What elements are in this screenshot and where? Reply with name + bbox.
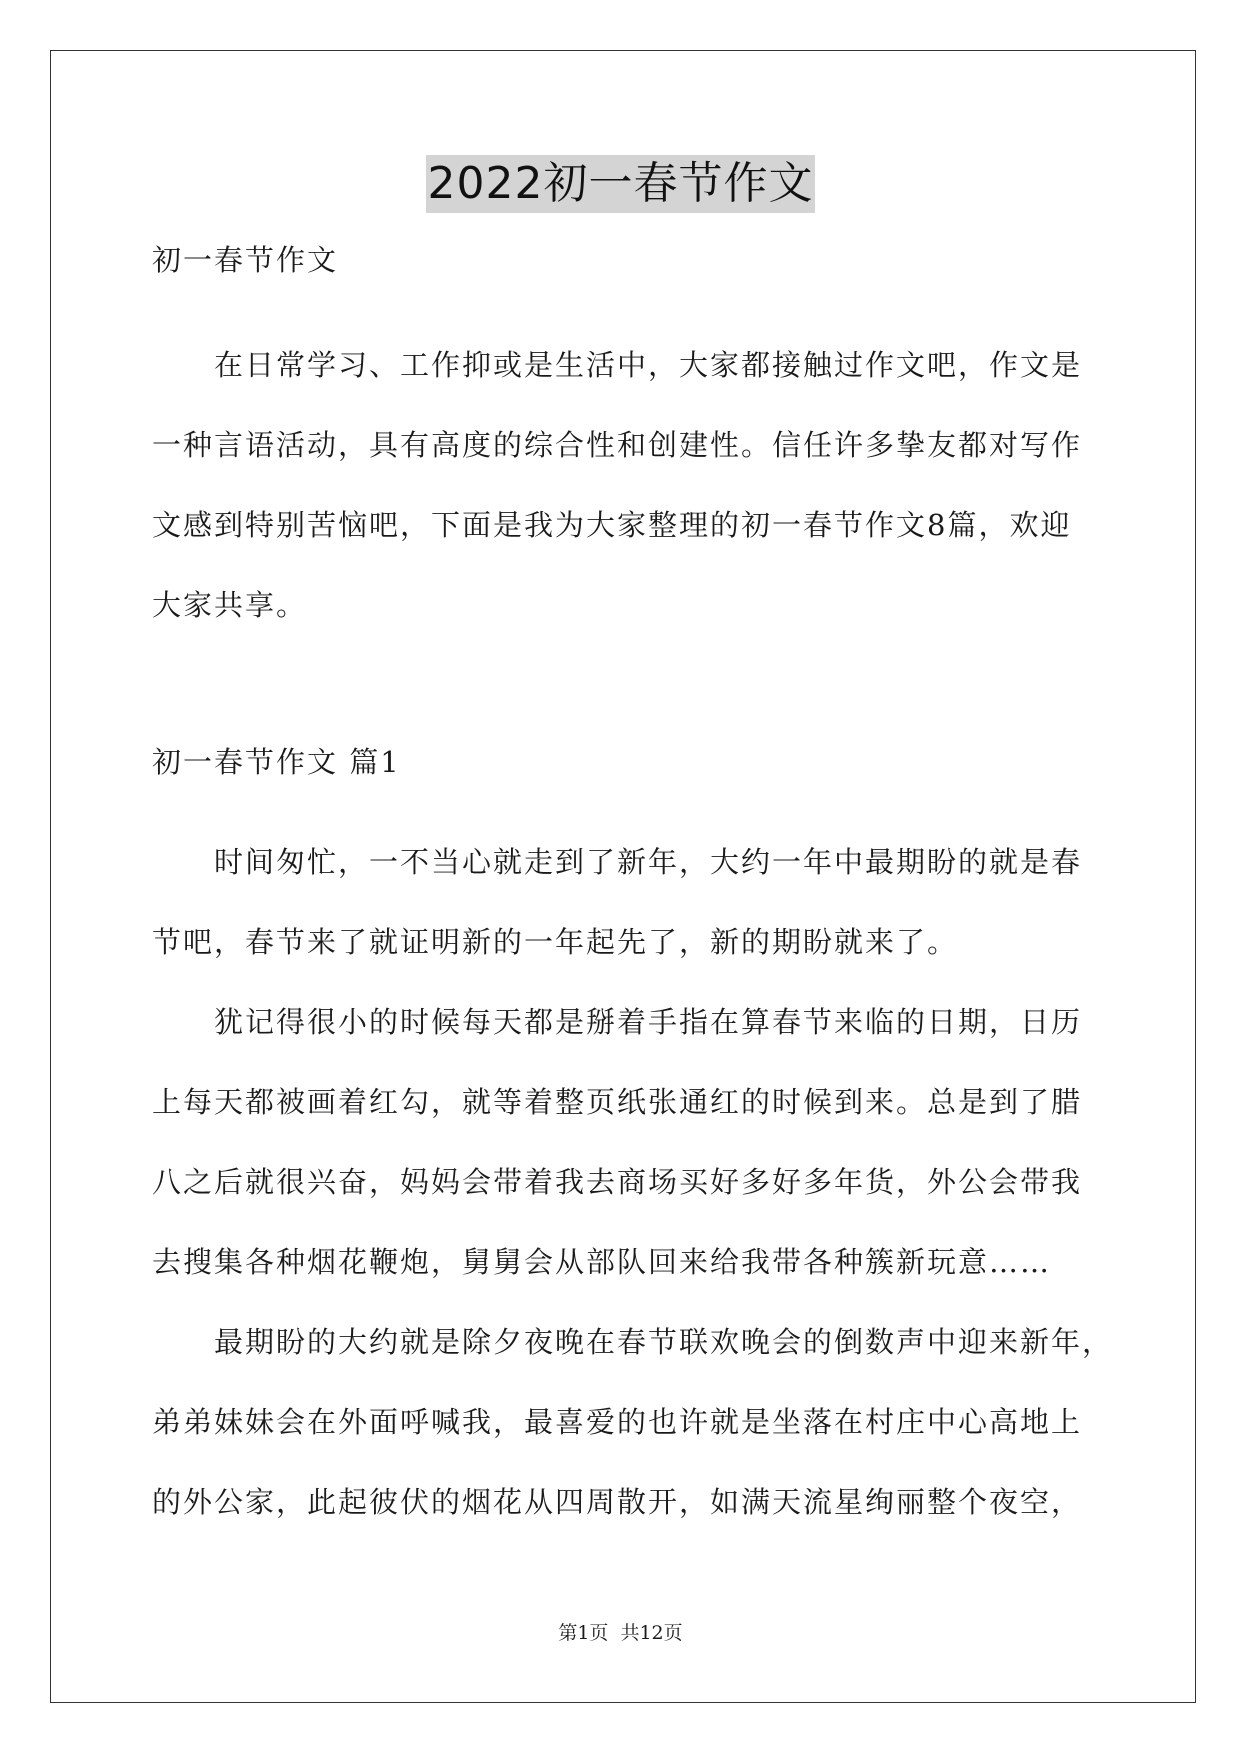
- body-line: 犹记得很小的时候每天都是掰着手指在算春节来临的日期，日历: [152, 1005, 1083, 1039]
- subtitle-line: 初一春节作文: [152, 243, 339, 277]
- document-title: 2022初一春节作文: [426, 155, 816, 213]
- body-line: 上每天都被画着红勾，就等着整页纸张通红的时候到来。总是到了腊: [152, 1085, 1083, 1119]
- page-total: 共12页: [620, 1622, 683, 1644]
- body-line: 八之后就很兴奋，妈妈会带着我去商场买好多好多年货，外公会带我: [152, 1165, 1083, 1199]
- body-line: 的外公家，此起彼伏的烟花从四周散开，如满天流星绚丽整个夜空，: [152, 1485, 1083, 1519]
- body-line: 最期盼的大约就是除夕夜晚在春节联欢晚会的倒数声中迎来新年，: [152, 1325, 1114, 1359]
- page-number: 第1页: [558, 1622, 609, 1644]
- body-line: 时间匆忙，一不当心就走到了新年，大约一年中最期盼的就是春: [152, 845, 1083, 879]
- body-line: 去搜集各种烟花鞭炮，舅舅会从部队回来给我带各种簇新玩意……: [152, 1245, 1052, 1279]
- title-container: [0, 155, 1241, 213]
- body-line: 节吧，春节来了就证明新的一年起先了，新的期盼就来了。: [152, 925, 959, 959]
- section-heading: 初一春节作文 篇1: [152, 745, 401, 779]
- body-line: 大家共享。: [152, 588, 308, 622]
- page-footer: [0, 1620, 1241, 1646]
- body-line: 在日常学习、工作抑或是生活中，大家都接触过作文吧，作文是: [152, 348, 1083, 382]
- body-line: 弟弟妹妹会在外面呼喊我，最喜爱的也许就是坐落在村庄中心高地上: [152, 1405, 1083, 1439]
- body-line: 文感到特别苦恼吧，下面是我为大家整理的初一春节作文8篇，欢迎: [152, 508, 1072, 542]
- body-line: 一种言语活动，具有高度的综合性和创建性。信任许多挚友都对写作: [152, 428, 1083, 462]
